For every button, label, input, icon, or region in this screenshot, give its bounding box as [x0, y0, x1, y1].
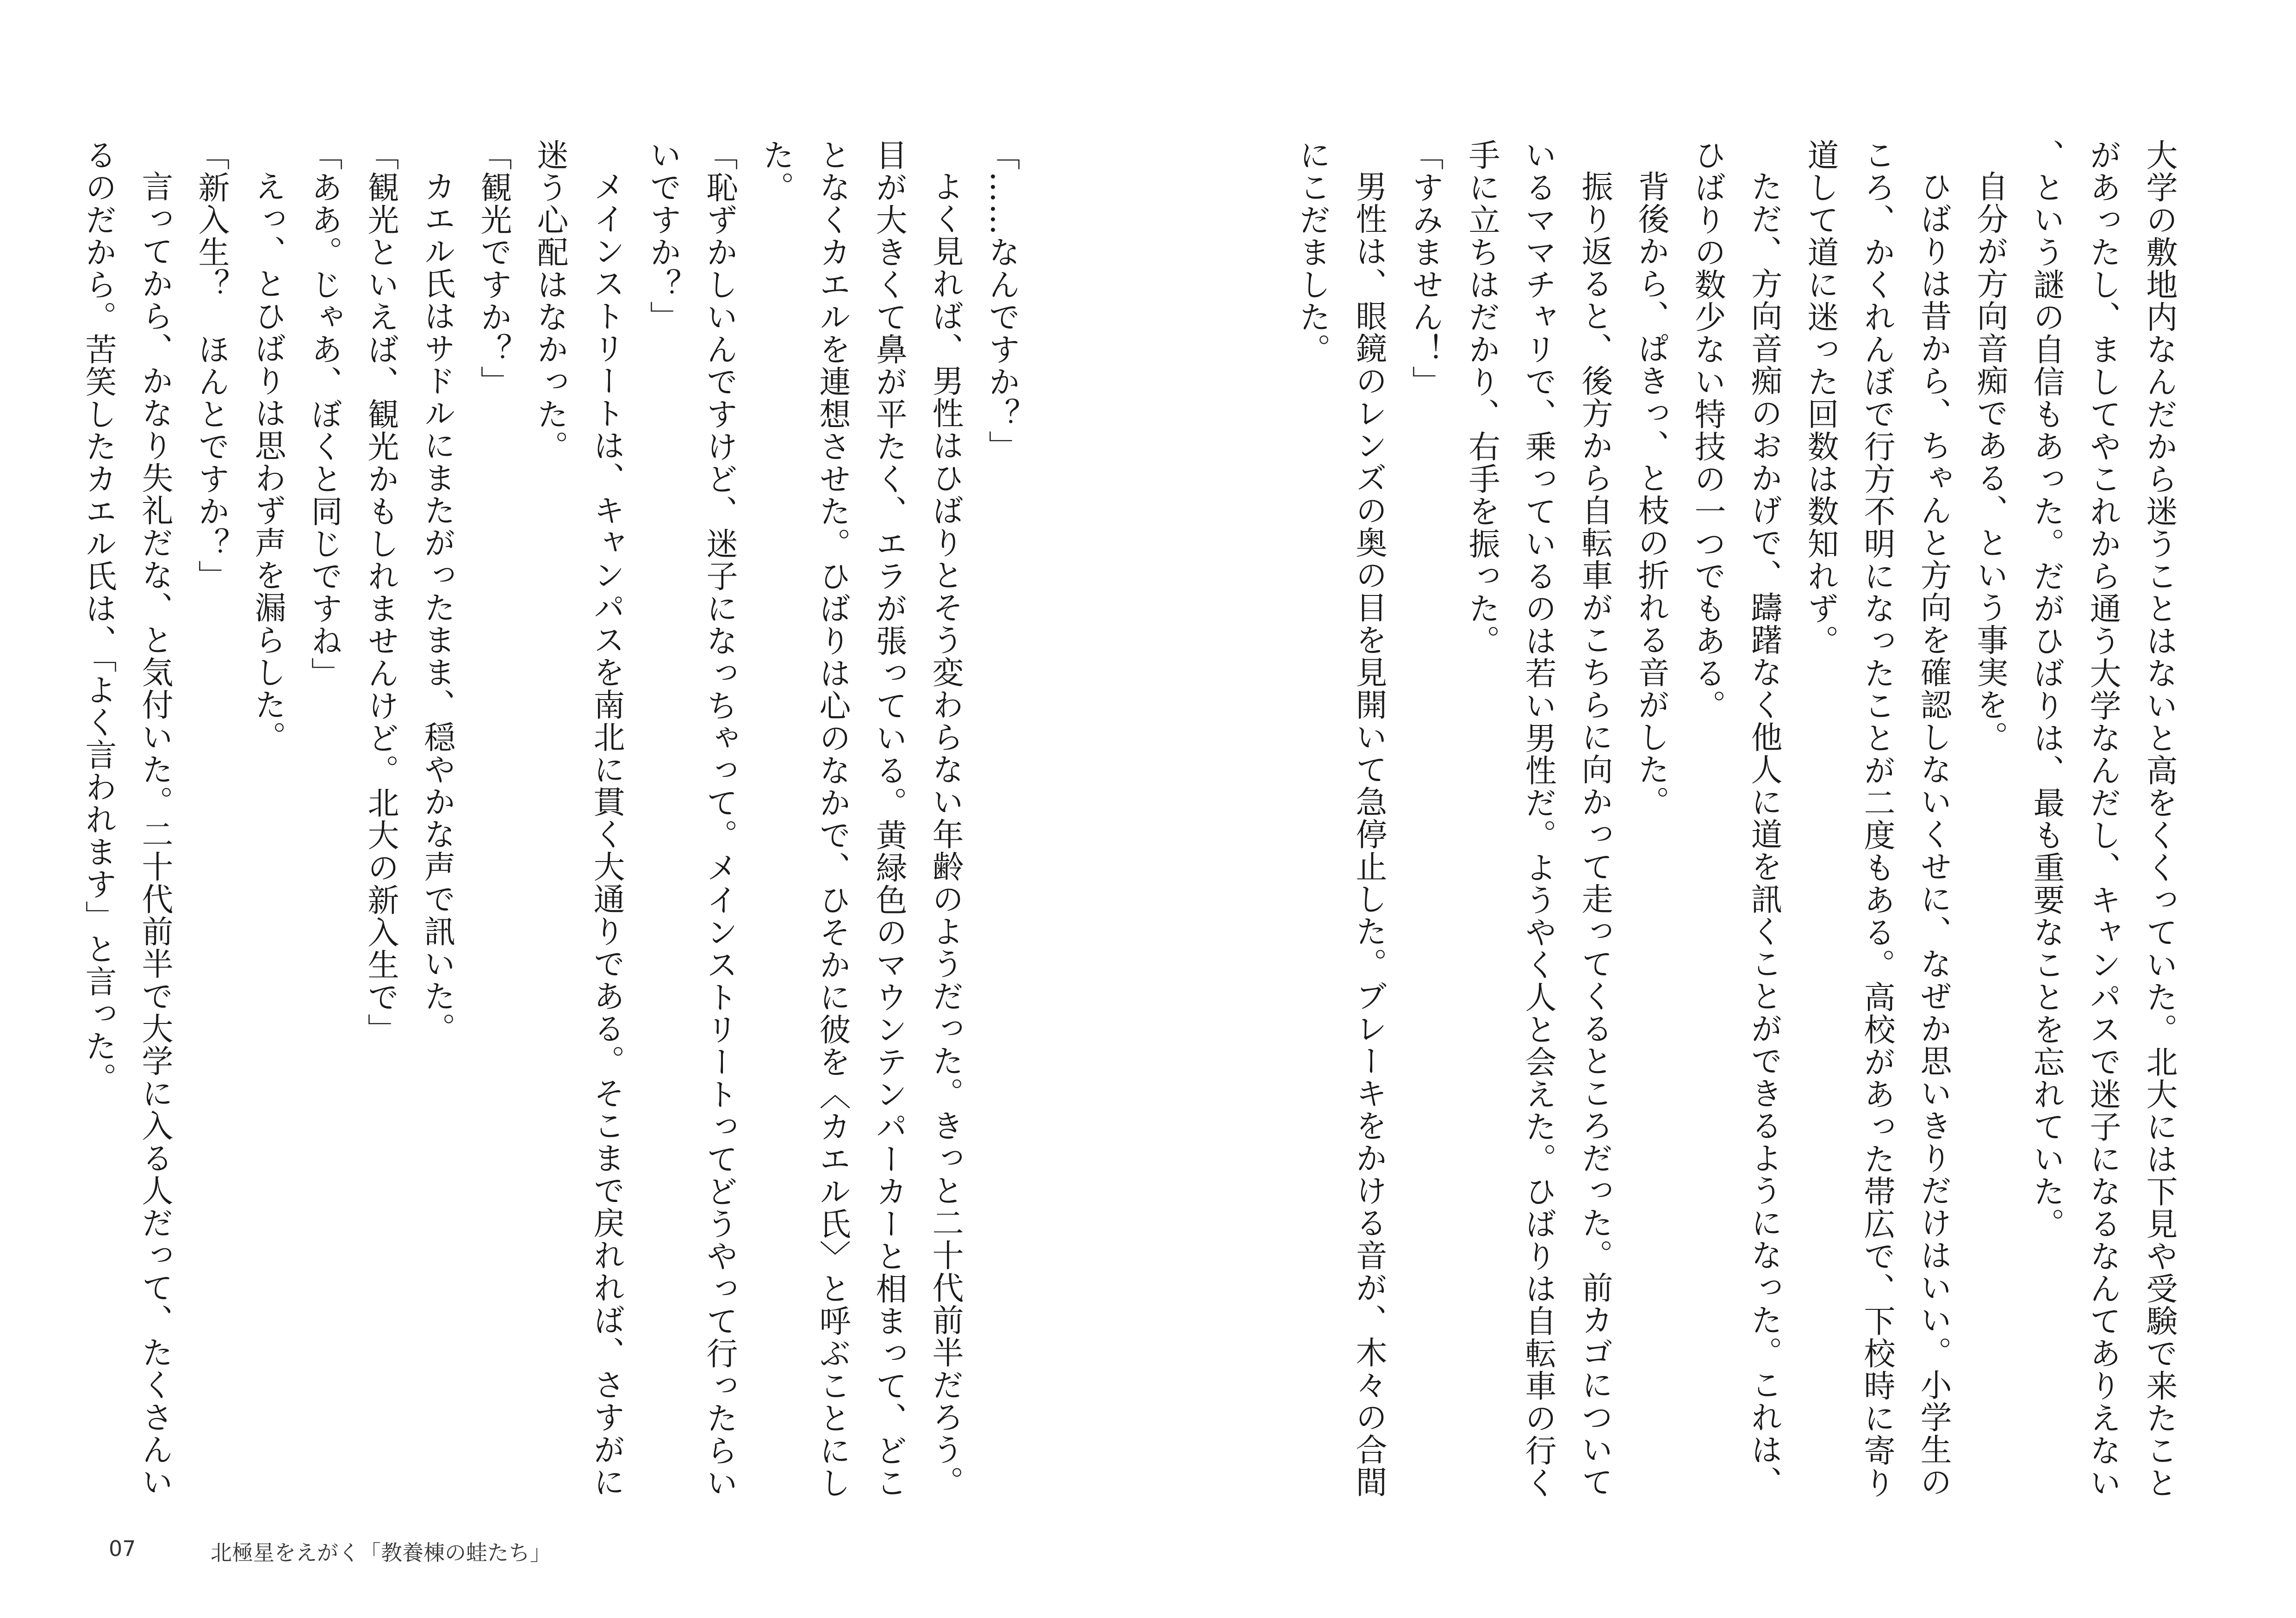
paragraph: カエル氏はサドルにまたがったまま、穏やかな声で訊いた。	[419, 170, 455, 1045]
running-title: 北極星をえがく「教養棟の蛙たち」	[211, 1540, 551, 1565]
paragraph: ひばりは昔から、ちゃんと方向を確認しないくせに、なぜか思いきりだけはいい。小学生のころ、かくれんぼで行方不明になったことが二度もある。高校があった帯広で、下校時に寄り道して道に迷った回数は数知れず。	[1802, 139, 1952, 1499]
paragraph: 背後から、ぱきっ、と枝の折れる音がした。	[1633, 170, 1669, 818]
dialogue-line: 「観光ですか？」	[475, 139, 512, 398]
paragraph: よく見れば、男性はひばりとそう変わらない年齢のようだった。きっと二十代前半だろう。目が大きくて鼻が平たく、エラが張っている。黄緑色のマウンテンパーカーと相まって、どことなくカエルを連想させた。ひばりは心のなかで、ひそかに彼を〈カエル氏〉と呼ぶことにした。	[758, 139, 964, 1499]
dialogue-line: 「観光といえば、観光かもしれませんけど。北大の新入生で」	[362, 139, 399, 1046]
paragraph: 自分が方向音痴である、という事実を。	[1972, 170, 2008, 753]
right-page-body	[1284, 139, 2187, 1504]
right-page	[1148, 0, 2296, 1618]
paragraph: 振り返ると、後方から自転車がこちらに向かって走ってくるところだった。前カゴについているママチャリで、乗っているのは若い男性だ。ようやく人と会えた。ひばりは自転車の行く手に立ちはだかり、右手を振った。	[1463, 139, 1613, 1499]
dialogue-line: 「……なんですか？」	[983, 139, 1020, 463]
dialogue-line: 「ああ。じゃあ、ぼくと同じですね」	[306, 139, 342, 689]
paragraph: 大学の敷地内なんだから迷うことはないと高をくくっていた。北大には下見や受験で来たことがあったし、ましてやこれから通う大学なんだし、キャンパスで迷子になるなんてありえない、という謎の自信もあった。だがひばりは、最も重要なことを忘れていた。	[2028, 139, 2178, 1499]
paragraph: 言ってから、かなり失礼だな、と気付いた。二十代前半で大学に入る人だって、たくさんいるのだから。苦笑したカエル氏は、「よく言われます」と言った。	[80, 139, 173, 1498]
dialogue-line: 「すみません！」	[1407, 139, 1444, 398]
page-number: 07	[109, 1536, 136, 1561]
left-page-body	[70, 139, 1030, 1504]
paragraph: えっ、とひばりは思わず声を漏らした。	[249, 170, 286, 753]
paragraph: 男性は、眼鏡のレンズの奥の目を見開いて急停止した。ブレーキをかける音が、木々の合間にこだました。	[1294, 139, 1387, 1498]
dialogue-line: 「新入生？ ほんとですか？」	[193, 139, 230, 592]
dialogue-line: 「恥ずかしいんですけど、迷子になっちゃって。メインストリートってどうやって行ったらいいですか？」	[645, 139, 738, 1499]
paragraph: ただ、方向音痴のおかげで、躊躇なく他人に道を訊くことができるようになった。これは、ひばりの数少ない特技の一つでもある。	[1689, 139, 1782, 1498]
paragraph: メインストリートは、キャンパスを南北に貫く大通りである。そこまで戻れれば、さすがに迷う心配はなかった。	[532, 139, 625, 1498]
